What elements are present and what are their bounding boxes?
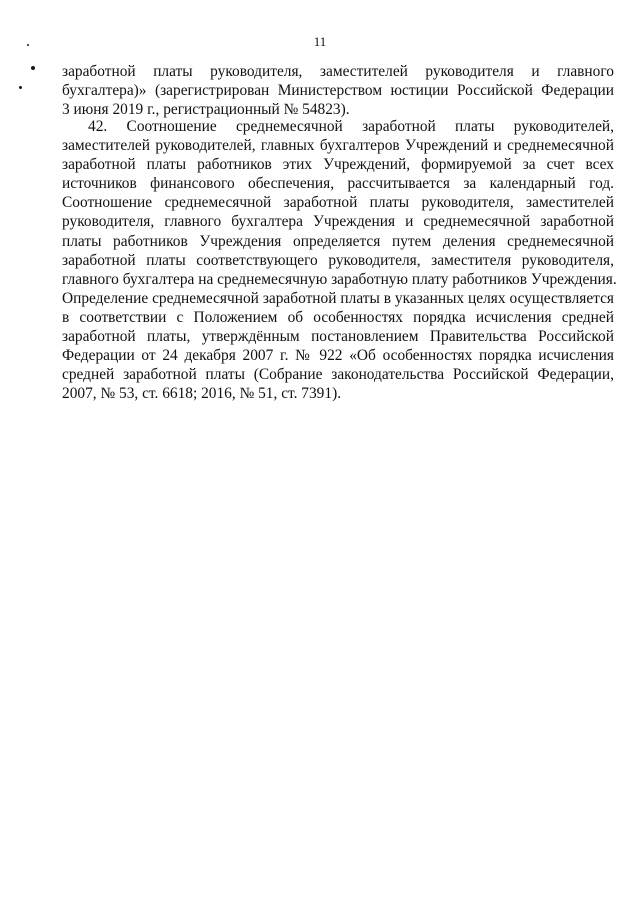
text-line: бухгалтера)» (зарегистрирован Министерством юстиции Российской Федерации (62, 82, 614, 100)
text-line: Федерации от 24 декабря 2007 г. № 922 «Об особенностях порядка исчисления (62, 347, 614, 365)
scan-speck (19, 86, 22, 89)
text-line: 42. Соотношение среднемесячной заработной платы руководителей, (88, 118, 614, 135)
text-line: источников финансового обеспечения, рассчитывается за календарный год. (62, 175, 614, 193)
text-line: заработной платы руководителя, заместителей руководителя и главного (62, 63, 614, 80)
text-line: заработной платы соответствующего руководителя, заместителя руководителя, (62, 251, 614, 269)
text-line: заработной платы работников этих Учреждений, формируемой за счет всех (62, 156, 614, 174)
text-line: заместителей руководителей, главных бухгалтеров Учреждений и среднемесячной (62, 137, 614, 155)
page-number: 11 (313, 34, 327, 49)
text-line: 3 июня 2019 г., регистрационный № 54823). (62, 101, 350, 119)
text-line: платы работников Учреждения определяется путем деления среднемесячной (62, 232, 614, 250)
paragraph-continued (62, 62, 614, 119)
text-line: руководителя, главного бухгалтера Учреждения и среднемесячной заработной (62, 213, 614, 231)
text-line: Соотношение среднемесячной заработной платы руководителя, заместителей (62, 194, 614, 212)
text-line: средней заработной платы (Собрание законодательства Российской Федерации, (62, 366, 614, 384)
text-line: 2007, № 53, ст. 6618; 2016, № 51, ст. 7391). (62, 385, 342, 403)
scan-speck (27, 44, 29, 46)
paragraph-42 (62, 117, 617, 403)
text-line: главного бухгалтера на среднемесячную заработную плату работников Учреждения. (62, 270, 617, 288)
text-line: Определение среднемесячной заработной платы в указанных целях осуществляется (62, 289, 614, 307)
text-line: в соответствии с Положением об особенностях порядка исчисления средней (62, 308, 614, 326)
scan-speck (31, 66, 35, 70)
text-line: заработной платы, утверждённым постановлением Правительства Российской (62, 328, 614, 346)
